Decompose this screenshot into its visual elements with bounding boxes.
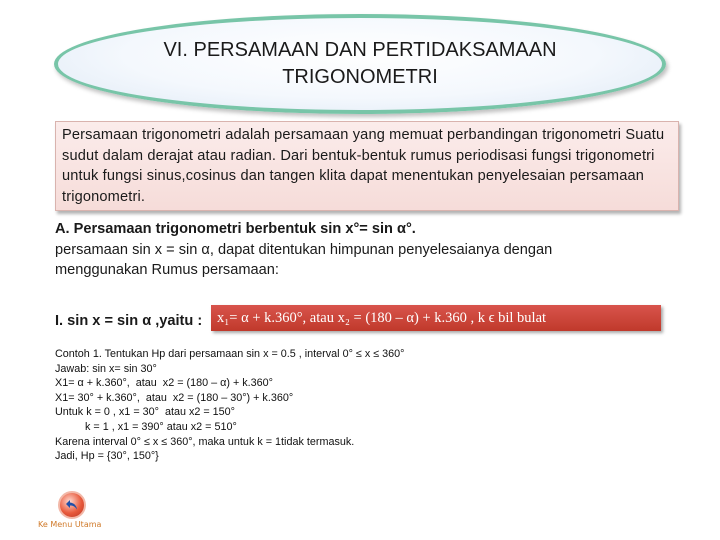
section-a-line-1: persamaan sin x = sin α, dapat ditentukan himpunan penyelesaianya dengan [55,241,553,258]
section-a [55,219,695,281]
example-line: Contoh 1. Tentukan Hp dari persamaan sin x = 0.5 , interval 0° ≤ x ≤ 360° [55,348,405,360]
example-block [55,347,675,464]
rule-label: I. sin x = sin α ,yaitu : [55,313,203,329]
example-line: Jawab: sin x= sin 30° [55,362,157,375]
home-link-label[interactable]: Ke Menu Utama [38,520,102,529]
home-button[interactable] [58,491,86,519]
page-title [54,37,666,91]
rule-row [55,305,715,333]
example-line: Untuk k = 0 , x1 = 30° atau x2 = 150° [55,406,235,419]
title-line-1: VI. PERSAMAAN DAN PERTIDAKSAMAAN [163,39,557,61]
formula-box [211,305,661,331]
title-line-2: TRIGONOMETRI [282,66,438,88]
example-line: X1= 30° + k.360°, atau x2 = (180 – 30°) + k.360° [55,391,294,404]
example-line: Jadi, Hp = {30°, 150°} [55,450,159,463]
formula-text: x₁= α + k.360°, atau x₂ = (180 – α) + k.360 , k ϵ bil bulat [217,310,547,326]
intro-text: Persamaan trigonometri adalah persamaan yang memuat perbandingan trigonometri Suatu sudut dalam derajat atau radian. Dari bentuk-bentuk rumus periodisasi fungsi trigonometri untuk fungsi sinus,cosinus dan tangen klita dapat menentukan penyelesaian persamaan trigonometri. [62,127,665,205]
intro-definition-box [55,121,679,211]
back-arrow-icon [64,497,80,513]
section-a-line-2: menggunakan Rumus persamaan: [55,262,279,278]
example-line: k = 1 , x1 = 390° atau x2 = 510° [55,420,237,433]
section-a-heading: A. Persamaan trigonometri berbentuk sin x°= sin α°. [55,221,416,237]
example-line: Karena interval 0° ≤ x ≤ 360°, maka untuk k = 1tidak termasuk. [55,435,355,448]
example-line: X1= α + k.360°, atau x2 = (180 – α) + k.360° [55,377,273,390]
